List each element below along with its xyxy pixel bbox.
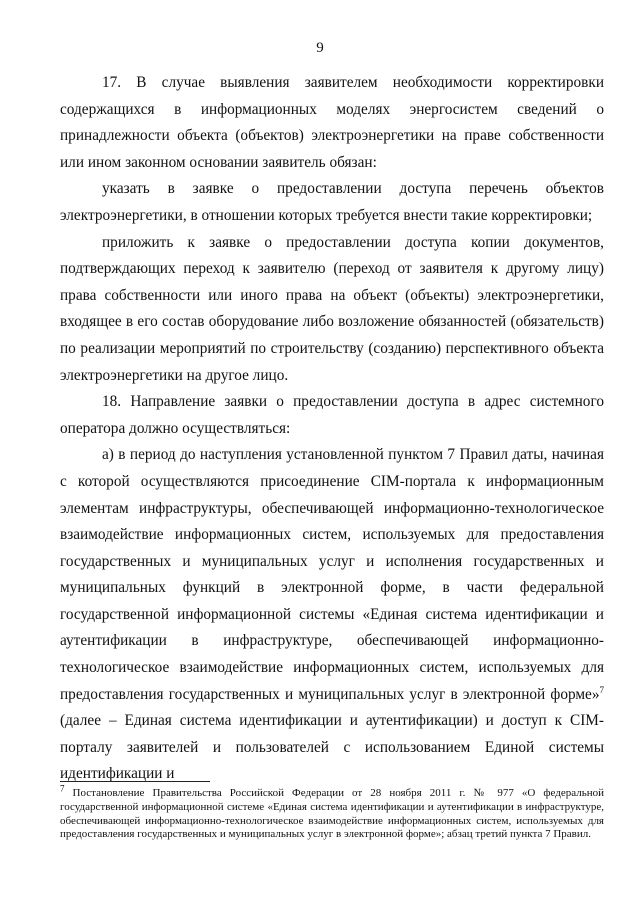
footnote-text: Постановление Правительства Российской Федерации от 28 ноября 2011 г. № 977 «О федеральной государственной информационной системе «Единая система идентификации и аутентификации в инфраструктуре, обеспечивающей информационно-технологическое взаимодействие информационных систем, используемых для предоставления государственных и муниципальных услуг в электронной форме»; абзац третий пункта 7 Правил. [60,787,604,841]
footnote-mark: 7 [60,783,65,794]
paragraph-18: 18. Направление заявки о предоставлении доступа в адрес системного оператора должно осуществляться: [60,393,604,437]
paragraph-attach: приложить к заявке о предоставлении доступа копии документов, подтверждающих переход к заявителю (переход от заявителя к другому лицу) права собственности или иного права на объект (объекты) электроэнергетики, входящее в его состав оборудование либо возложение обязанностей (обязательств) по реализации мероприятий по строительству (созданию) перспективного объекта электроэнергетики на другое лицо. [60,233,604,384]
paragraph-indicate: указать в заявке о предоставлении доступа перечень объектов электроэнергетики, в отношении которых требуется внести такие корректировки; [60,180,604,224]
body-text [60,70,604,788]
paragraph-17: 17. В случае выявления заявителем необходимости корректировки содержащихся в информационных моделях энергосистем сведений о принадлежности объекта (объектов) электроэнергетики на праве собственности или ином законном основании заявитель обязан: [60,74,604,171]
paragraph-18a-text: а) в период до наступления установленной пунктом 7 Правил даты, начиная с которой осуществляются присоединение CIM-портала к информационным элементам инфраструктуры, обеспечивающей информационно-технологическое взаимодействие информационных систем, используемых для предоставления государственных и муниципальных услуг и исполнения государственных и муниципальных функций в электронной форме, в части федеральной государственной информационной системы «Единая система идентификации и аутентификации в инфраструктуре, обеспечивающей информационно-технологическое взаимодействие информационных систем, используемых для предоставления государственных и муниципальных услуг в электронной форме» [60,446,604,703]
footnote [60,783,604,842]
page-number: 9 [316,40,324,56]
footnote-divider [60,781,210,782]
paragraph-18a-continuation: (далее – Единая система идентификации и аутентификации) и доступ к CIM-порталу заявителей и пользователей с использованием Единой системы идентификации и [60,712,604,783]
footnote-ref[interactable]: 7 [599,684,604,695]
paragraph-18a [60,442,604,788]
